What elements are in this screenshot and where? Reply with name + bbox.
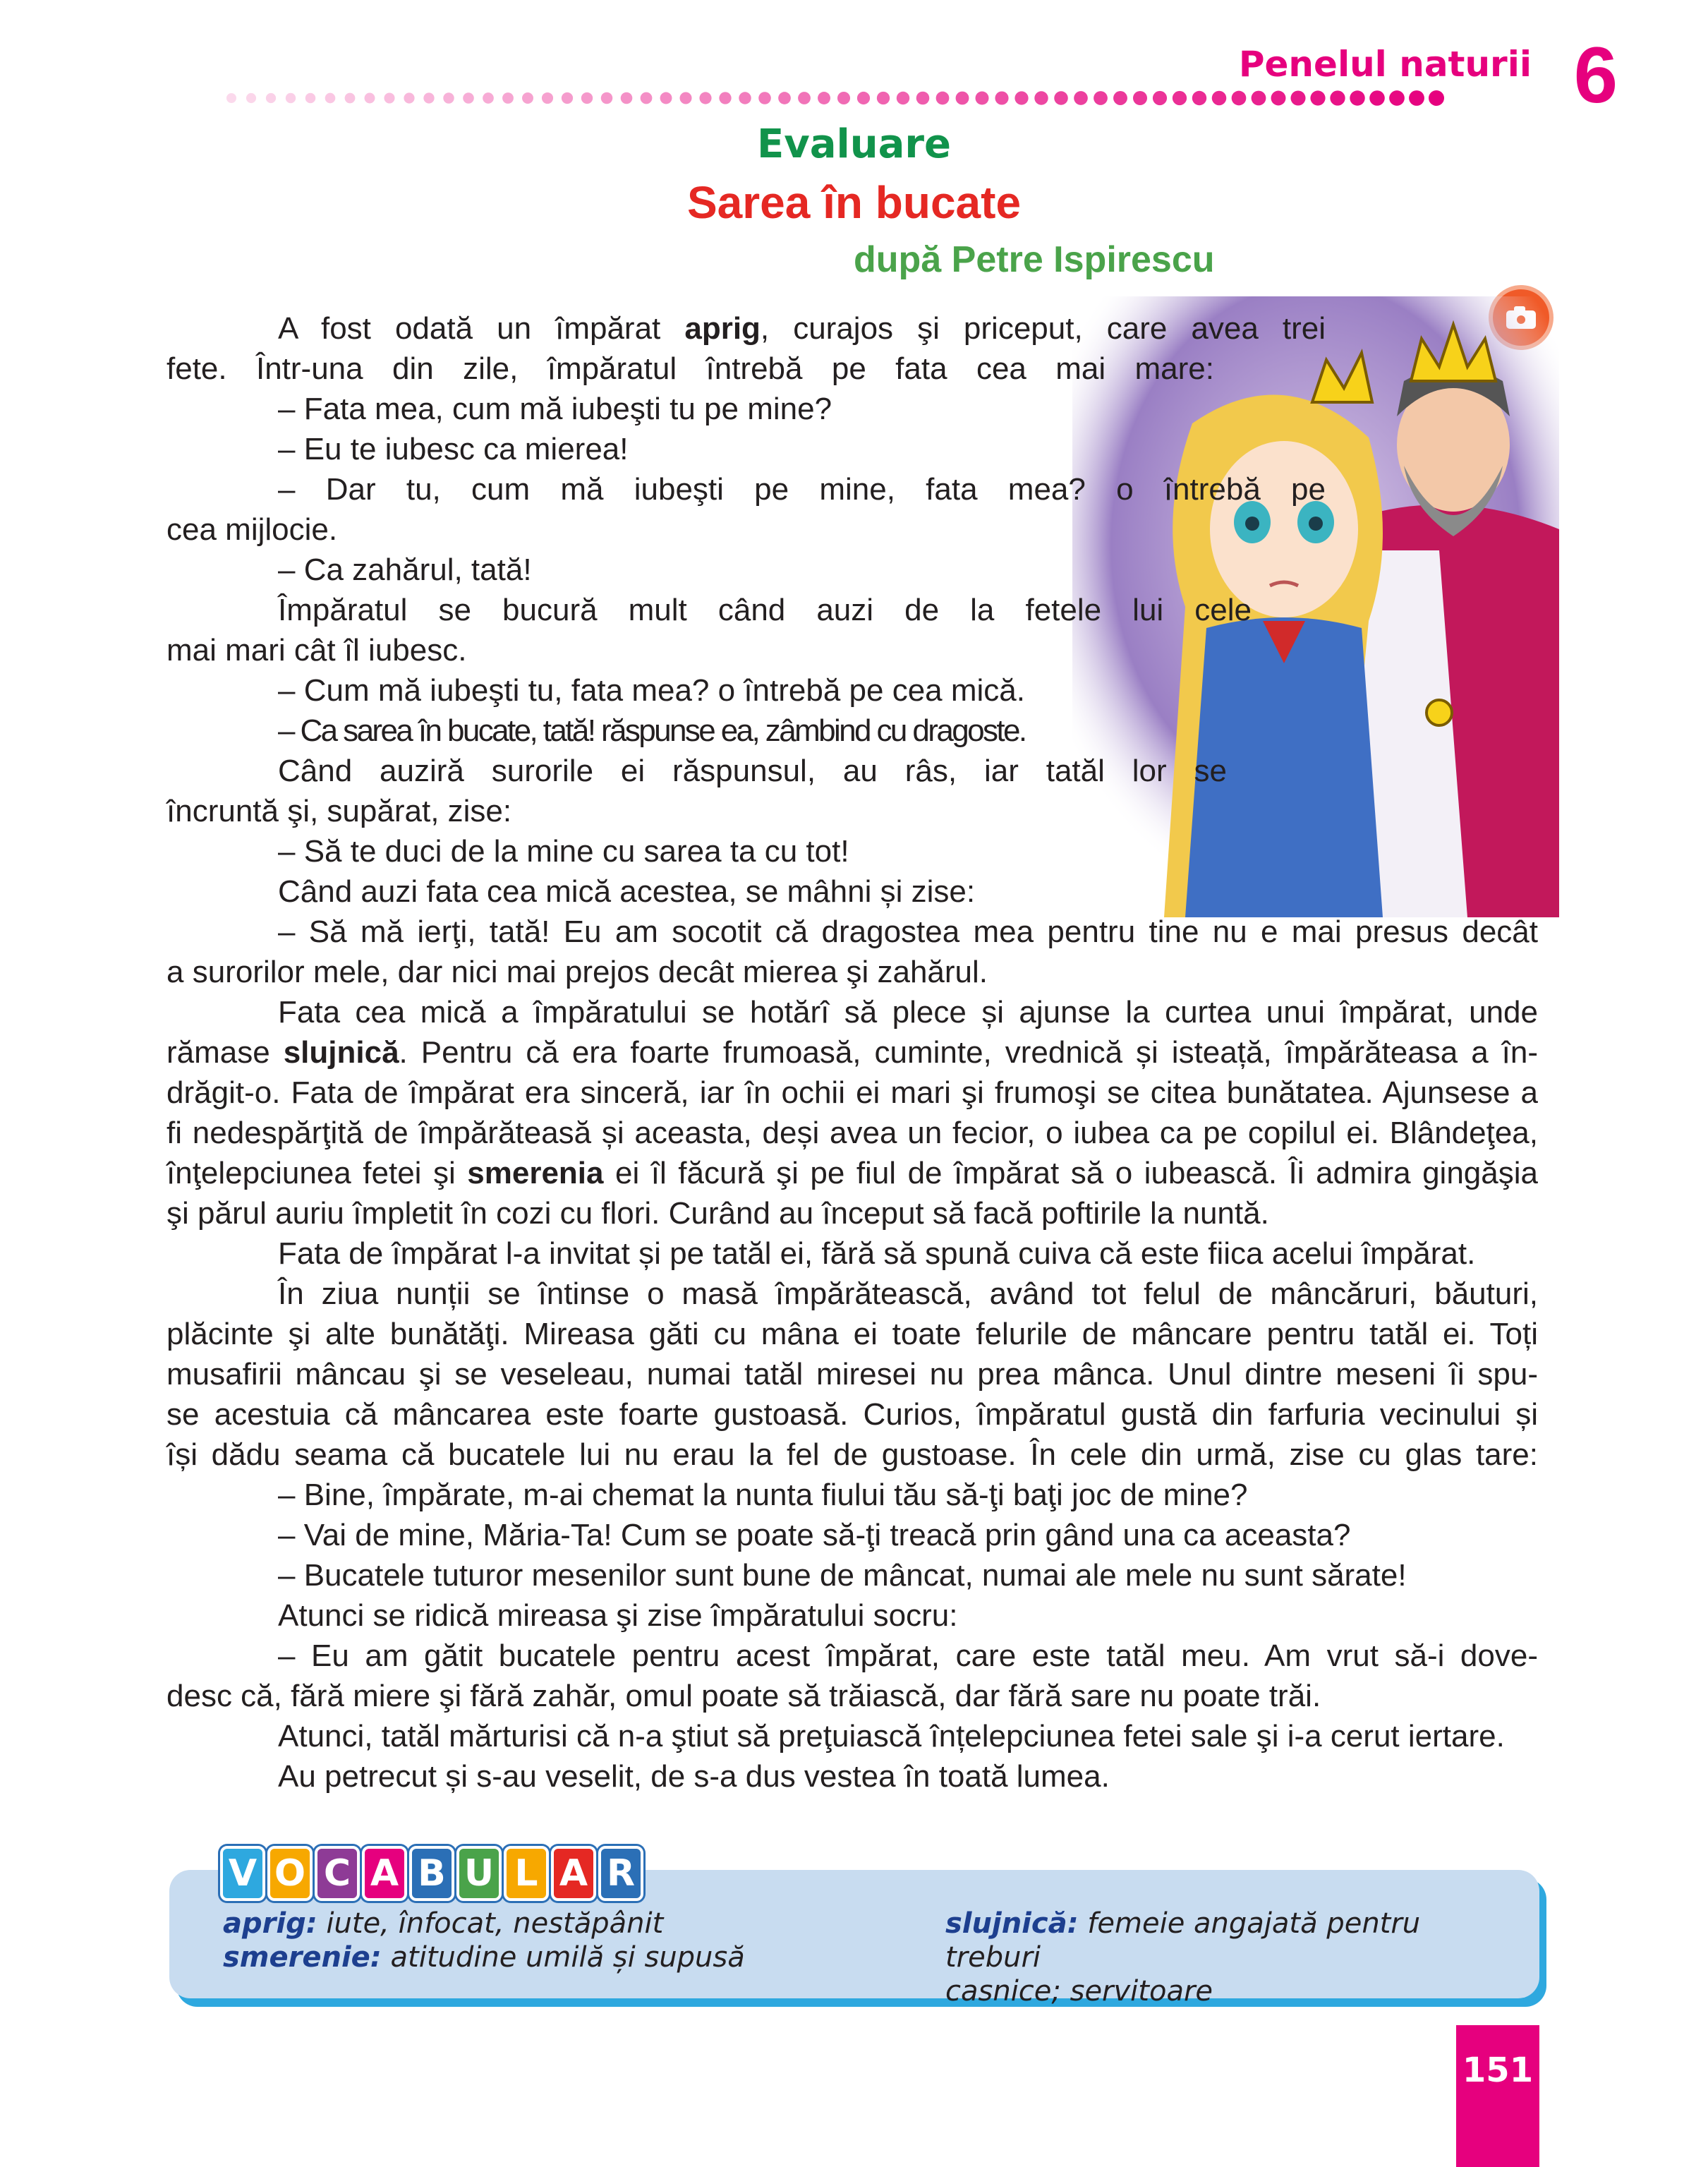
story-line: – Cum mă iubeşti tu, fata mea? o întrebă pe cea mică. <box>278 673 1025 708</box>
story-line: A fost odată un împărat aprig, curajos şi priceput, care avea trei <box>278 311 1326 346</box>
page-number-box <box>1456 2025 1539 2167</box>
story-line: Au petrecut și s-au veselit, de s-a dus vestea în toată lumea. <box>278 1759 1110 1794</box>
vocabulary-letter: A <box>551 1846 596 1901</box>
chapter-title: Penelul naturii <box>1238 44 1532 85</box>
vocabulary-letter: O <box>267 1846 313 1901</box>
story-line: Atunci se ridică mireasa şi zise împăratului socru: <box>278 1598 958 1633</box>
story-line: înţelepciunea fetei şi smerenia ei îl făcură şi pe fiul de împărat să o iubească. Îi admira gingăşia <box>166 1156 1538 1190</box>
story-line: se acestuia că mâncarea este foarte gustoasă. Curios, împăratul gustă din farfuria vecinului și <box>166 1397 1538 1432</box>
story-line: – Fata mea, cum mă iubeşti tu pe mine? <box>278 392 832 426</box>
vocabulary-title <box>220 1846 643 1902</box>
story-line: mai mari cât îl iubesc. <box>166 633 467 668</box>
story-line: – Ca zahărul, tată! <box>278 553 532 587</box>
vocabulary-entry: aprig: iute, înfocat, nestăpânit <box>223 1907 664 1940</box>
story-line: – Eu te iubesc ca mierea! <box>278 432 629 466</box>
story-line: – Să te duci de la mine cu sarea ta cu tot! <box>278 834 849 869</box>
story-line: Fata cea mică a împăratului se hotărî să plece și ajunse la curtea unui împărat, unde <box>278 995 1538 1030</box>
story-line: fete. Într-una din zile, împăratul întrebă pe fata cea mai mare: <box>166 351 1214 386</box>
story-line: – Bucatele tuturor mesenilor sunt bune de mâncat, numai ale mele nu sunt sărate! <box>278 1558 1407 1593</box>
story-line: desc că, fără miere şi fără zahăr, omul poate să trăiască, dar fără sare nu poate trăi. <box>166 1679 1321 1713</box>
story-line: În ziua nunții se întinse o masă împărătească, având tot felul de mâncăruri, băuturi, <box>278 1276 1538 1311</box>
story-author: după Petre Ispirescu <box>854 239 1215 280</box>
story-line: plăcinte şi alte bunătăţi. Mireasa găti cu mâna ei toate felurile de mâncare pentru tatăl ei. Toți <box>166 1317 1538 1351</box>
story-line: – Vai de mine, Măria-Ta! Cum se poate să-ţi treacă prin gând una ca aceasta? <box>278 1518 1351 1552</box>
header-dotted-line <box>224 87 1452 109</box>
story-line: Când auziră surorile ei răspunsul, au râs, iar tatăl lor se <box>278 754 1227 788</box>
vocabulary-left-column <box>223 1907 858 1974</box>
vocabulary-right-column <box>945 1907 1524 2008</box>
vocabulary-letter: A <box>362 1846 407 1901</box>
story-line: – Dar tu, cum mă iubeşti pe mine, fata mea? o întrebă pe <box>278 472 1326 507</box>
vocabulary-entry: casnice; servitoare <box>945 1975 1213 2008</box>
chapter-number: 6 <box>1573 31 1618 119</box>
vocabulary-letter: L <box>504 1846 549 1901</box>
story-line: își dădu seama că bucatele lui nu erau la fel de gustoase. În cele din urmă, zise cu glas tare: <box>166 1437 1538 1472</box>
story-line: fi nedespărţită de împărăteasă și aceasta, deși avea un fecior, o iubea ca pe copilul ei. Blândeţea, <box>166 1116 1538 1150</box>
vocabulary-letter: C <box>315 1846 360 1901</box>
story-line: rămase slujnică. Pentru că era foarte frumoasă, cuminte, vrednică și isteață, împărăteasa a în- <box>166 1035 1538 1070</box>
story-title: Sarea în bucate <box>686 177 1022 228</box>
story-line: – Bine, împărate, m-ai chemat la nunta fiului tău să-ţi baţi joc de mine? <box>278 1478 1248 1512</box>
vocabulary-letter: R <box>598 1846 643 1901</box>
story-line: şi părul auriu împletit în cozi cu flori. Curând au început să facă poftirile la nuntă. <box>166 1196 1269 1231</box>
story-line: Când auzi fata cea mică acestea, se mâhni și zise: <box>278 874 976 909</box>
story-line: musafirii mâncau şi se veseleau, numai tatăl miresei nu prea mânca. Unul dintre meseni îi spu- <box>166 1357 1538 1392</box>
story-line: – Ca sarea în bucate, tată! răspunse ea, zâmbind cu dragoste. <box>278 713 1026 748</box>
vocabulary-letter: U <box>456 1846 502 1901</box>
story-line: Împăratul se bucură mult când auzi de la fetele lui cele <box>278 593 1252 627</box>
story-line: cea mijlocie. <box>166 512 338 547</box>
story-line: a surorilor mele, dar nici mai prejos decât mierea şi zahărul. <box>166 955 988 989</box>
story-line: drăgit-o. Fata de împărat era sinceră, iar în ochii ei mari şi frumoşi se citea bunătatea. Ajunsese a <box>166 1075 1538 1110</box>
story-line: încruntă şi, supărat, zise: <box>166 794 512 828</box>
story-line: – Eu am gătit bucatele pentru acest împărat, care este tatăl meu. Am vrut să-i dove- <box>278 1638 1538 1673</box>
vocabulary-letter: V <box>220 1846 265 1901</box>
vocabulary-entry: smerenie: atitudine umilă și supusă <box>223 1941 745 1974</box>
vocabulary-entry: slujnică: femeie angajată pentru treburi <box>945 1907 1421 1974</box>
page-number: 151 <box>1462 2051 1534 2090</box>
vocabulary-letter: B <box>409 1846 454 1901</box>
story-line: Fata de împărat l-a invitat și pe tatăl ei, fără să spună cuiva că este fiica acelui împărat. <box>278 1236 1476 1271</box>
section-label: Evaluare <box>757 121 951 167</box>
story-line: Atunci, tatăl mărturisi că n-a ştiut să preţuiască înțelepciunea fetei sale şi i-a cerut iertare. <box>278 1719 1505 1753</box>
story-text <box>166 308 1538 1797</box>
story-line: – Să mă ierţi, tată! Eu am socotit că dragostea mea pentru tine nu e mai presus decât <box>278 915 1538 949</box>
